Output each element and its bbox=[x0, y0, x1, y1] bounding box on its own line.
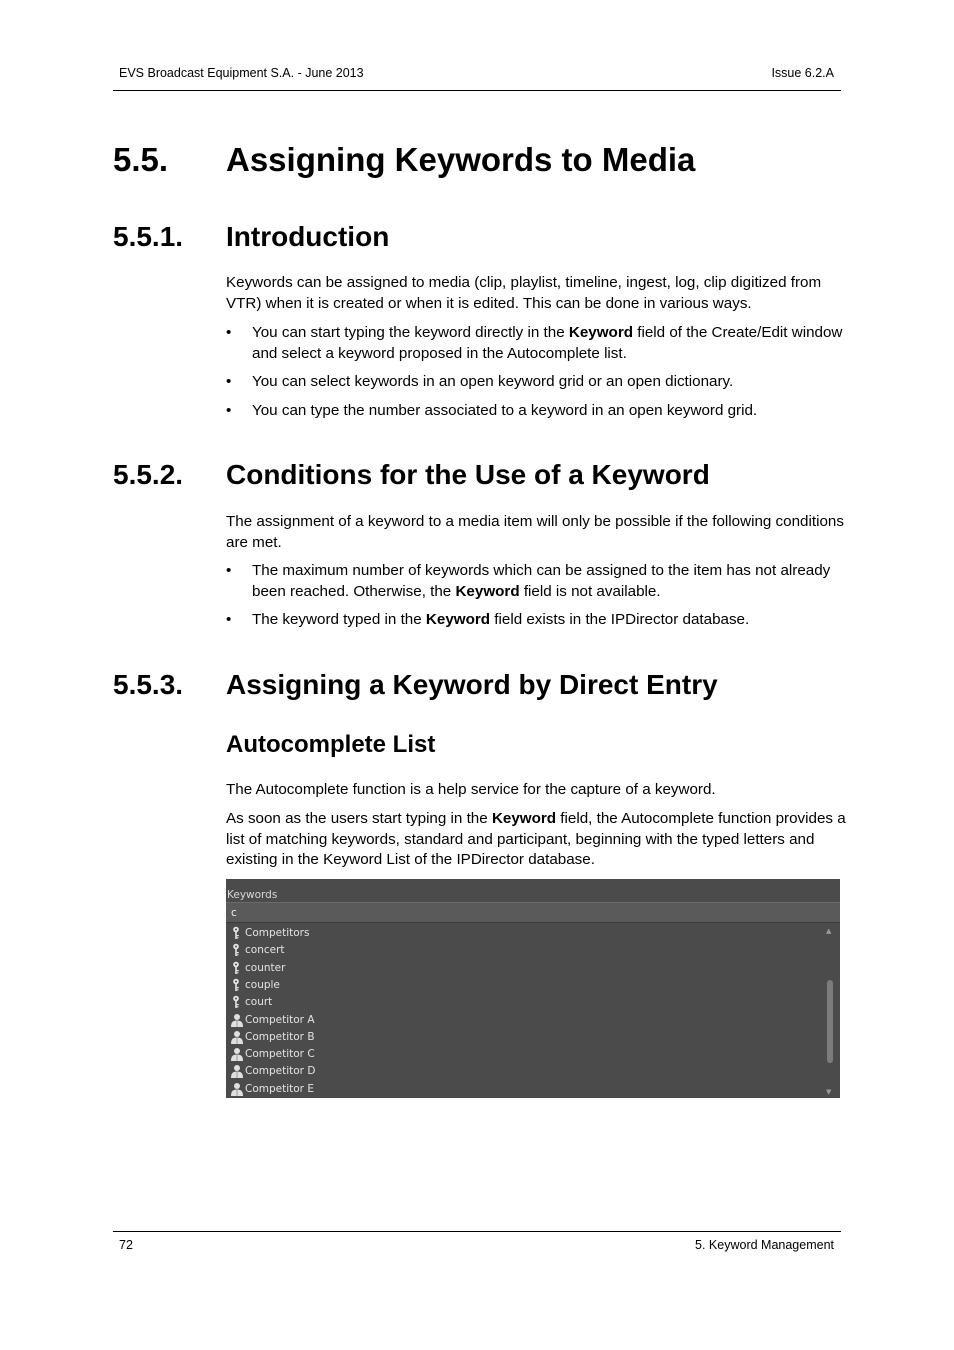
autocomplete-item[interactable] bbox=[228, 925, 808, 942]
bullet-mark: • bbox=[226, 324, 232, 341]
bullet-mark: • bbox=[226, 373, 232, 390]
intro-number: 5.5.1. bbox=[113, 221, 184, 252]
participant-icon bbox=[230, 1064, 244, 1079]
autocomplete-item[interactable] bbox=[228, 994, 808, 1011]
autocomplete-item[interactable] bbox=[228, 1081, 808, 1098]
key-icon bbox=[230, 978, 244, 993]
conditions-title: Conditions for the Use of a Keyword bbox=[226, 459, 710, 490]
keyword-input-value: c bbox=[231, 907, 237, 919]
autocomplete-item-label: Competitors bbox=[245, 927, 310, 939]
scroll-up-icon[interactable]: ▲ bbox=[826, 927, 832, 935]
autocomplete-item[interactable] bbox=[228, 977, 808, 994]
intro-bullet-2-text: You can select keywords in an open keyword grid or an open dictionary. bbox=[252, 373, 734, 390]
autocomplete-item[interactable] bbox=[228, 960, 808, 977]
autocomplete-item-label: Competitor A bbox=[245, 1013, 315, 1026]
autocomplete-item[interactable] bbox=[228, 1029, 808, 1046]
key-icon bbox=[230, 961, 244, 976]
footer-rule bbox=[113, 1231, 841, 1232]
scroll-down-icon[interactable]: ▼ bbox=[826, 1088, 832, 1096]
direct-paragraph-1: The Autocomplete function is a help service for the capture of a keyword. bbox=[226, 781, 716, 798]
intro-paragraph: Keywords can be assigned to media (clip, playlist, timeline, ingest, log, clip digitized from VTR) when it is created or when it is edited. This can be done in various ways. bbox=[226, 274, 822, 312]
intro-title: Introduction bbox=[226, 221, 390, 252]
page-number: 72 bbox=[119, 1238, 133, 1252]
section-title: Assigning Keywords to Media bbox=[226, 141, 696, 178]
bullet-mark: • bbox=[226, 562, 232, 579]
direct-number: 5.5.3. bbox=[113, 669, 184, 700]
autocomplete-item[interactable] bbox=[228, 1063, 808, 1080]
scroll-thumb[interactable] bbox=[827, 980, 833, 1063]
autocomplete-item-label: Competitor C bbox=[245, 1048, 315, 1061]
autocomplete-item-label: Competitor E bbox=[245, 1082, 314, 1095]
footer-chapter: 5. Keyword Management bbox=[695, 1238, 834, 1252]
autocomplete-item-label: Competitor D bbox=[245, 1065, 316, 1078]
autocomplete-item[interactable] bbox=[228, 1012, 808, 1029]
autocomplete-item[interactable] bbox=[228, 1046, 808, 1063]
participant-icon bbox=[230, 1013, 244, 1028]
header-left: EVS Broadcast Equipment S.A. - June 2013 bbox=[119, 66, 364, 80]
key-icon bbox=[230, 995, 244, 1010]
conditions-bullet-2-text: The keyword typed in the Keyword field exists in the IPDirector database. bbox=[252, 611, 750, 628]
bullet-mark: • bbox=[226, 402, 232, 419]
key-icon bbox=[230, 926, 244, 941]
direct-title: Assigning a Keyword by Direct Entry bbox=[226, 669, 718, 700]
conditions-number: 5.5.2. bbox=[113, 459, 184, 490]
keywords-panel-title: Keywords bbox=[227, 889, 278, 901]
header-rule bbox=[113, 90, 841, 91]
key-icon bbox=[230, 943, 244, 958]
section-number: 5.5. bbox=[113, 141, 169, 178]
bullet-mark: • bbox=[226, 611, 232, 628]
intro-bullet-1-text: You can start typing the keyword directly in the Keyword field of the Create/Edit window and select a keyword proposed in the Autocomplete list. bbox=[252, 324, 843, 362]
direct-paragraph-2: As soon as the users start typing in the Keyword field, the Autocomplete function provides a list of matching keywords, standard and participant, beginning with the typed letters and existing in the Keyword List of the IPDirector database. bbox=[226, 810, 846, 868]
autocomplete-item-label: concert bbox=[245, 944, 285, 957]
conditions-paragraph: The assignment of a keyword to a media item will only be possible if the following conditions are met. bbox=[226, 513, 844, 551]
header-right: Issue 6.2.A bbox=[771, 66, 834, 80]
autocomplete-item-label: couple bbox=[245, 978, 280, 991]
list-scrollbar[interactable] bbox=[823, 925, 837, 1098]
keywords-autocomplete-panel bbox=[226, 879, 840, 1098]
autocomplete-subheading: Autocomplete List bbox=[226, 731, 436, 758]
autocomplete-list bbox=[226, 925, 822, 1098]
keyword-input[interactable] bbox=[226, 902, 840, 923]
participant-icon bbox=[230, 1030, 244, 1045]
conditions-bullet-1-text: The maximum number of keywords which can be assigned to the item has not already been reached. Otherwise, the Keyword field is not available. bbox=[252, 562, 831, 600]
autocomplete-item[interactable] bbox=[228, 942, 808, 959]
autocomplete-item-label: Competitor B bbox=[245, 1030, 315, 1043]
intro-bullet-3-text: You can type the number associated to a keyword in an open keyword grid. bbox=[252, 402, 758, 419]
autocomplete-item-label: counter bbox=[245, 961, 286, 974]
autocomplete-item-label: court bbox=[245, 996, 273, 1009]
participant-icon bbox=[230, 1082, 244, 1097]
participant-icon bbox=[230, 1047, 244, 1062]
